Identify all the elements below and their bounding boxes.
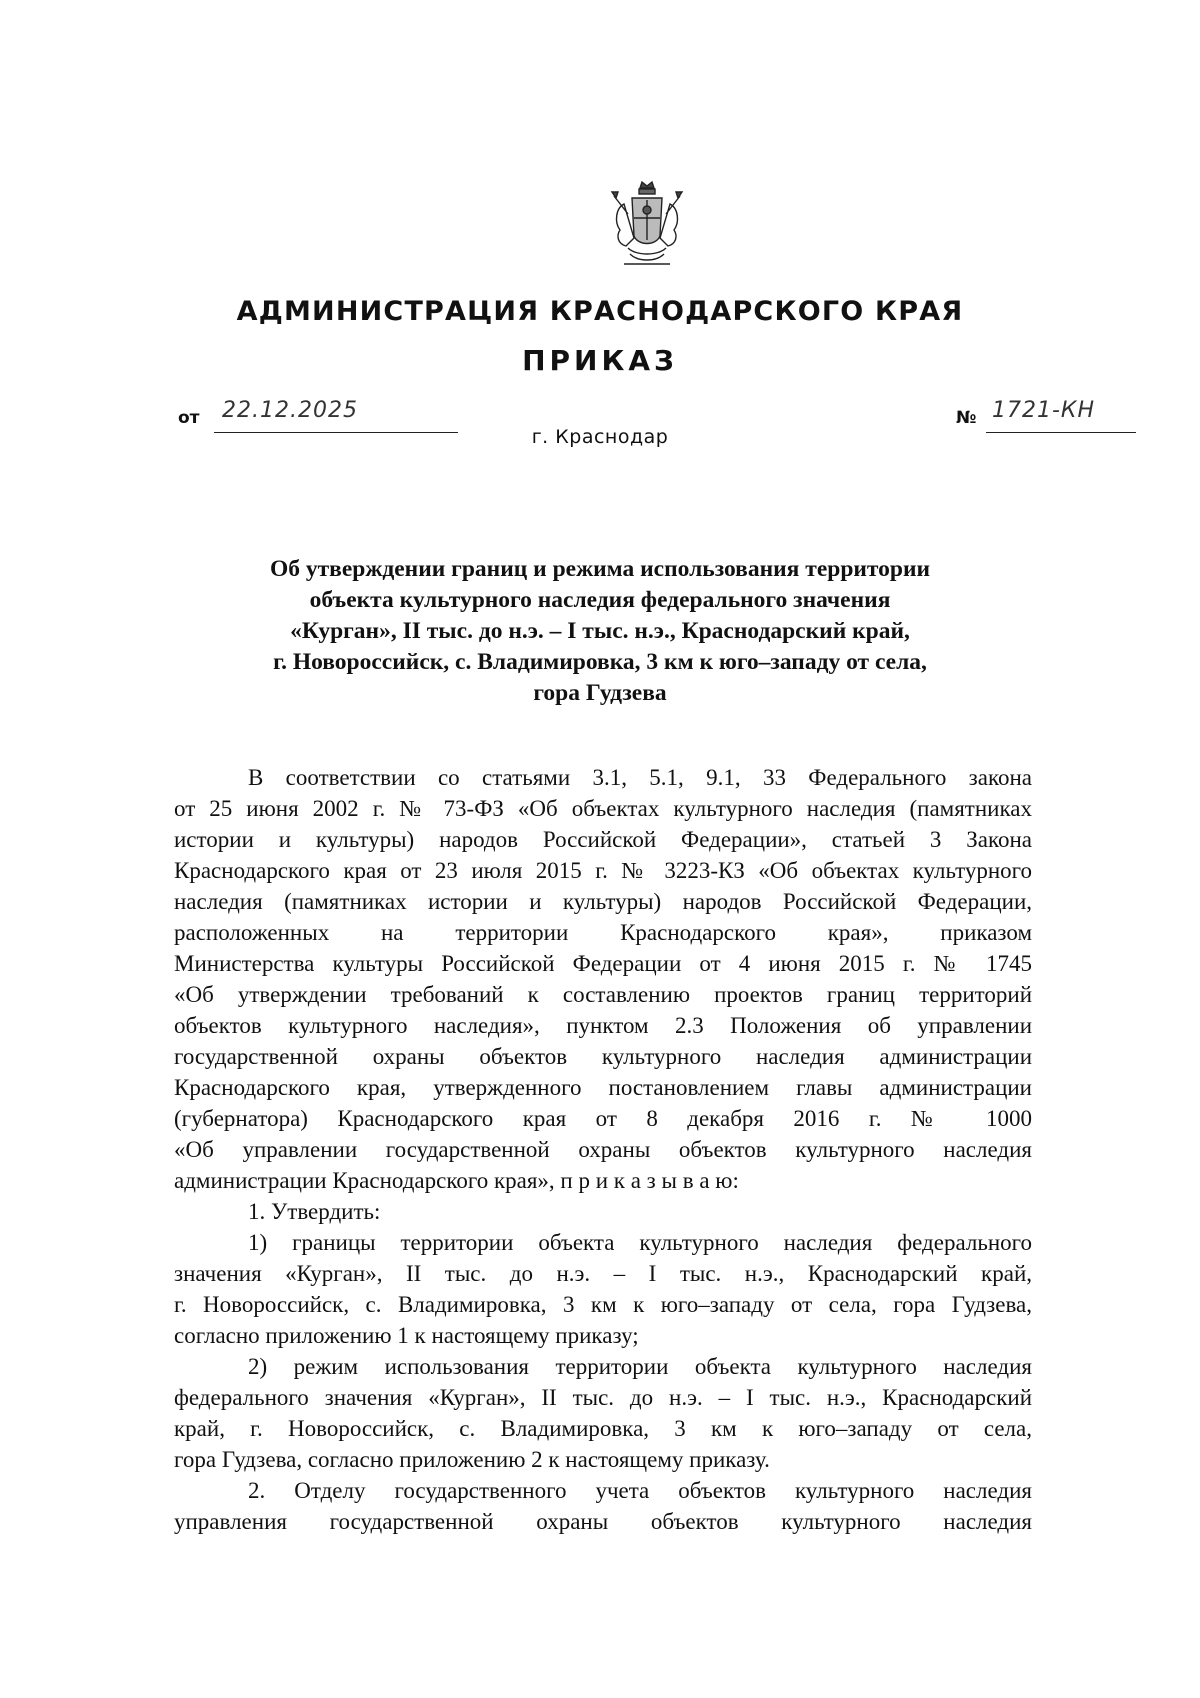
body-line: государственной охраны объектов культурного наследия администрации	[174, 1044, 1032, 1069]
body-line: 1. Утвердить:	[248, 1199, 381, 1224]
organization-name: АДМИНИСТРАЦИЯ КРАСНОДАРСКОГО КРАЯ	[236, 296, 964, 327]
number-value: 1721-КН	[992, 398, 1096, 423]
number-prefix: №	[956, 408, 977, 428]
body-line: гора Гудзева, согласно приложению 2 к настоящему приказу.	[174, 1447, 770, 1472]
city-name: г. Краснодар	[531, 426, 669, 448]
body-line: объектов культурного наследия», пунктом 2.3 Положения об управлении	[174, 1013, 1032, 1038]
body-line: значения «Курган», II тыс. до н.э. – I тыс. н.э., Краснодарский край,	[174, 1261, 1032, 1286]
body-line: «Об управлении государственной охраны объектов культурного наследия	[174, 1137, 1032, 1162]
title-line: объекта культурного наследия федерального значения	[309, 587, 891, 613]
document-body	[174, 762, 1032, 1537]
body-line: г. Новороссийск, с. Владимировка, 3 км к юго–западу от села, гора Гудзева,	[174, 1292, 1032, 1317]
body-line: край, г. Новороссийск, с. Владимировка, 3 км к юго–западу от села,	[174, 1416, 1032, 1441]
body-line: 2. Отделу государственного учета объектов культурного наследия	[248, 1478, 1032, 1503]
body-line: расположенных на территории Краснодарского края», приказом	[174, 920, 1032, 945]
body-line: федерального значения «Курган», II тыс. до н.э. – I тыс. н.э., Краснодарский	[174, 1385, 1032, 1410]
document-type: ПРИКАЗ	[522, 344, 678, 377]
title-line: «Курган», II тыс. до н.э. – I тыс. н.э., Краснодарский край,	[290, 618, 910, 644]
body-line: Министерства культуры Российской Федерации от 4 июня 2015 г. № 1745	[174, 951, 1032, 976]
title-line: Об утверждении границ и режима использования территории	[269, 556, 931, 582]
date-prefix: от	[178, 408, 200, 428]
body-line: Краснодарского края, утвержденного постановлением главы администрации	[174, 1075, 1032, 1100]
body-line: от 25 июня 2002 г. № 73-ФЗ «Об объектах культурного наследия (памятниках	[174, 796, 1032, 821]
body-line: управления государственной охраны объектов культурного наследия	[174, 1509, 1032, 1534]
body-line: истории и культуры) народов Российской Федерации», статьей 3 Закона	[174, 827, 1032, 852]
body-line: «Об утверждении требований к составлению проектов границ территорий	[174, 982, 1032, 1007]
title-line: гора Гудзева	[533, 680, 667, 706]
title-line: г. Новороссийск, с. Владимировка, 3 км к юго–западу от села,	[273, 649, 927, 675]
coat-of-arms-icon	[606, 178, 688, 274]
body-line: наследия (памятниках истории и культуры) народов Российской Федерации,	[174, 889, 1032, 914]
date-value: 22.12.2025	[222, 398, 358, 423]
body-line: 2) режим использования территории объекта культурного наследия	[248, 1354, 1032, 1379]
body-line: В соответствии со статьями 3.1, 5.1, 9.1, 33 Федерального закона	[248, 765, 1032, 790]
body-line: Краснодарского края от 23 июля 2015 г. № 3223-КЗ «Об объектах культурного	[174, 858, 1032, 883]
document-title	[230, 554, 970, 709]
body-line: (губернатора) Краснодарского края от 8 декабря 2016 г. № 1000	[174, 1106, 1032, 1131]
body-line: согласно приложению 1 к настоящему приказу;	[174, 1323, 639, 1348]
body-line: 1) границы территории объекта культурного наследия федерального	[248, 1230, 1032, 1255]
body-line: администрации Краснодарского края», п р и к а з ы в а ю:	[174, 1168, 739, 1193]
